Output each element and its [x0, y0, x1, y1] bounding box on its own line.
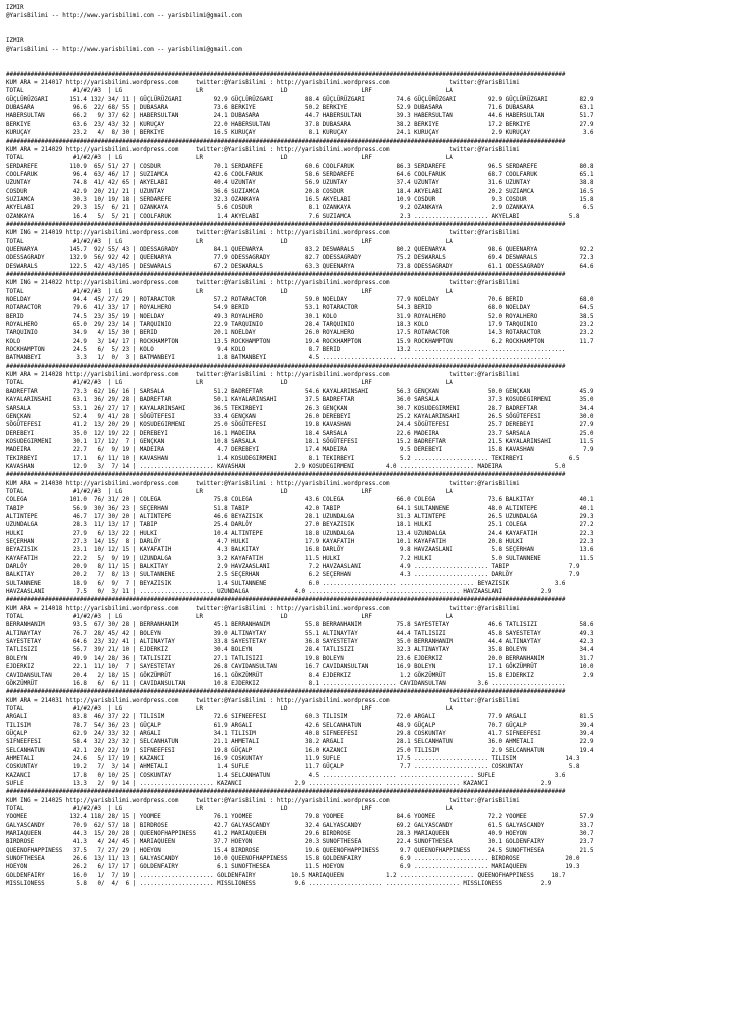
horse-row: EJDERKIZ 22.1 11/ 10/ 7 | SAYESTETAY 26.8 CAVIDANSULTAN 16.7 CAVIDANSULTAN 16.9 BOLEYN 17.1 GÖKZÜMRÜT 10.0 — [6, 664, 594, 671]
horse-row: HABERSULTAN 66.2 9/ 37/ 62 | HABERSULTAN 24.1 DUBASARA 44.7 HABERSULTAN 39.3 HABERSULTAN 44.6 HABERSULTAN 51.7 — [6, 113, 594, 120]
horse-row: BEYAZISIK 23.1 10/ 12/ 15 | KAYAFATIH 4.3 BALKITAY 16.8 DARLÖY 9.8 HAVZAASLANI 5.8 SEÇERHAN 13.6 — [6, 547, 594, 554]
race-header: KUM ING = 214019 http://yarisbilimi.wordpress.com twitter:@YarisBilimi : http://yarisbilimi.wordpress.com twitter:@YarisBilimi — [6, 230, 520, 237]
horse-row: ROCKHAMPTON 24.5 6/ 5/ 23 | KOLO 9.4 KOLO 8.7 BERID 13.2 ..................... ..................... — [6, 347, 566, 354]
race-header: KUM ARA = 214031 http://yarisbilimi.wordpress.com twitter:@YarisBilimi : http://yarisbilimi.wordpress.com twitter:@YarisBilimi — [6, 697, 520, 704]
contact-line: @YarisBilimi -- http://www.yarisbilimi.com -- yarisbilimi@gmail.com — [6, 46, 242, 53]
horse-row: DEREBEYI 35.0 12/ 19/ 22 | DEREBEYI 16.1 MADEIRA 18.4 SARSALA 22.6 MADEIRA 23.7 SARSALA 25.0 — [6, 430, 594, 437]
city-title: IZMIR — [6, 5, 24, 11]
horse-row: KAYALARINSAHI 63.1 36/ 29/ 28 | BADREFTAR 50.1 KAYALARINSAHI 37.5 BADREFTAR 36.0 SARSALA 37.3 KOSUDEGIRMENI 35.0 — [6, 397, 594, 404]
horse-row: KAZANCI 17.8 0/ 10/ 25 | COSKUNTAY 1.4 SELCANHATUN 4.5 ..................... ..................... SUFLE 3.6 — [6, 772, 566, 779]
horse-row: GOLDENFAIRY 16.0 1/ 7/ 19 | ..................... GOLDENFAIRY 10.5 MARIAQUEEN 1.2 ..................... QUEENOFHAPPINESS 18.7 — [6, 872, 566, 879]
city-title: IZMIR — [6, 38, 24, 45]
horse-row: HULKI 27.9 6/ 13/ 22 | HULKI 10.4 ALTINTEPE 18.8 UZUNDALGA 13.4 UZUNDALGA 24.4 KAYAFATIH 22.3 — [6, 530, 594, 537]
column-header: TOTAL #1/#2/#3 | LG LR LD LRF LA — [6, 88, 453, 95]
blank-line — [6, 21, 735, 29]
contact-line: @YarisBilimi -- http://www.yarisbilimi.com -- yarisbilimi@gmail.com — [6, 13, 242, 20]
horse-row: COLEGA 101.0 76/ 31/ 20 | COLEGA 75.8 COLEGA 43.6 COLEGA 66.0 COLEGA 73.6 BALKITAY 40.1 — [6, 497, 594, 504]
horse-row: AHMETALI 24.6 5/ 17/ 19 | KAZANCI 16.9 COSKUNTAY 11.9 SUFLE 17.5 ..................... TILISIM 14.3 — [6, 755, 580, 762]
horse-row: TATLISIZI 56.7 39/ 21/ 10 | EJDERKIZ 30.4 BOLEYN 28.4 TATLISIZI 32.3 ALTINAYTAY 35.8 BOLEYN 34.4 — [6, 647, 594, 654]
race-header: KUM ARA = 214028 http://yarisbilimi.wordpress.com twitter:@YarisBilimi : http://yarisbilimi.wordpress.com twitter:@YarisBilimi — [6, 372, 520, 379]
horse-row: BADREFTAR 73.3 62/ 16/ 16 | SARSALA 51.2 BADREFTAR 54.6 KAYALARINSAHI 56.3 GENÇKAN 50.0 GENÇKAN 45.9 — [6, 388, 594, 395]
separator-line: ############################################################################################################################################################### — [6, 363, 566, 370]
horse-row: ARGALI 83.8 46/ 37/ 22 | TILISIM 72.6 SIFNEEFESI 60.3 TILISIM 72.0 ARGALI 77.9 ARGALI 81.5 — [6, 714, 594, 721]
separator-line: ############################################################################################################################################################### — [6, 272, 566, 278]
horse-row: QUEENOFHAPPINESS 37.5 7/ 27/ 29 | HOEYON 15.4 BIRDROSE 19.6 QUEENOFHAPPINESS 9.7 QUEENOFHAPPINESS 24.5 SUNOFTHESEA 21.5 — [6, 847, 594, 854]
horse-row: TILISIM 78.7 54/ 36/ 23 | GÜÇALP 61.9 ARGALI 42.6 SELCANHATUN 48.9 GÜÇALP 70.7 GÜÇALP 39.4 — [6, 722, 594, 729]
horse-row: KURUÇAY 23.2 4/ 8/ 30 | BERKIYE 16.5 KURUÇAY 8.1 KURUÇAY 24.1 KURUÇAY 2.9 KURUÇAY 3.6 — [6, 130, 594, 137]
horse-row: BERKIYE 63.6 23/ 43/ 32 | KURUÇAY 22.0 HABERSULTAN 37.8 DUBASARA 38.2 BERKIYE 17.2 BERKIYE 27.9 — [6, 121, 594, 128]
horse-row: QUEENARYA 145.7 92/ 55/ 43 | ODESSAGRADY 84.1 QUEENARYA 83.2 DESWARALS 80.2 QUEENARYA 98.6 QUEENARYA 92.2 — [6, 246, 594, 253]
horse-row: SAYESTETAY 64.6 23/ 32/ 41 | ALTINAYTAY 33.8 SAYESTETAY 36.8 SAYESTETAY 35.0 BERRANHANIM 44.4 ALTINAYTAY 42.3 — [6, 639, 594, 646]
horse-row: MARIAQUEEN 44.3 15/ 20/ 28 | QUEENOFHAPPINESS 41.2 MARIAQUEEN 29.6 BIRDROSE 28.3 MARIAQUEEN 40.9 HOEYON 30.7 — [6, 831, 594, 838]
horse-row: GÜÇLÜRÜZGARI 151.4 132/ 34/ 11 | GÜÇLÜRÜZGARI 92.9 GÜÇLÜRÜZGARI 88.4 GÜÇLÜRÜZGARI 74.6 GÜÇLÜRÜZGARI 92.9 GÜÇLÜRÜZGARI 82.9 — [6, 96, 594, 103]
horse-row: HOEYON 26.2 6/ 17/ 17 | GOLDENFAIRY 6.1 SUNOFTHESEA 11.5 HOEYON 6.9 ..................... MARIAQUEEN 19.3 — [6, 864, 580, 871]
horse-row: KOLO 24.9 3/ 14/ 17 | ROCKHAMPTON 13.5 ROCKHAMPTON 19.4 ROCKHAMPTON 15.9 ROCKHAMPTON 6.2 ROCKHAMPTON 11.7 — [6, 338, 594, 345]
horse-row: GENÇKAN 52.4 9/ 41/ 28 | SÖGÜTEFESI 33.4 GENÇKAN 26.0 DEREBEYI 25.2 KAYALARINSAHI 26.5 SÖGÜTEFESI 30.0 — [6, 413, 594, 420]
horse-row: MADEIRA 22.7 6/ 9/ 19 | MADEIRA 4.7 DEREBEYI 17.4 MADEIRA 9.5 DEREBEYI 15.8 KAVASHAN 7.9 — [6, 447, 594, 454]
horse-row: AKYELABI 29.3 15/ 6/ 21 | OZANKAYA 5.6 COSDUR 8.1 OZANKAYA 9.2 OZANKAYA 2.9 OZANKAYA 6.5 — [6, 205, 594, 212]
separator-line: ############################################################################################################################################################### — [6, 789, 566, 796]
horse-row: SULTANNENE 18.9 6/ 9/ 7 | BEYAZISIK 1.4 SULTANNENE 6.0 ..................... ..................... BEYAZISIK 3.6 — [6, 580, 566, 587]
separator-line: ############################################################################################################################################################### — [6, 472, 566, 479]
horse-row: UZUNDALGA 28.3 11/ 13/ 17 | TABIP 25.4 DARLÖY 27.0 BEYAZISIK 18.1 HULKI 25.1 COLEGA 27.2 — [6, 522, 594, 529]
column-header: TOTAL #1/#2/#3 | LG LR LD LRF LA — [6, 806, 453, 812]
horse-row: NOELDAY 94.4 45/ 27/ 29 | ROTARACTOR 57.2 ROTARACTOR 59.0 NOELDAY 77.9 NOELDAY 70.6 BERID 68.0 — [6, 297, 594, 304]
horse-row: BATMANBEYI 3.3 1/ 0/ 3 | BATMANBEYI 1.8 BATMANBEYI 4.5 ..................... ..................... ..................... — [6, 355, 552, 362]
horse-row: KOSUDEGIRMENI 30.1 17/ 12/ 7 | GENÇKAN 10.8 SARSALA 18.1 SÖGÜTEFESI 15.2 BADREFTAR 21.5 KAYALARINSAHI 11.5 — [6, 438, 594, 445]
horse-row: UZUNTAY 74.8 41/ 42/ 65 | AKYELABI 40.4 UZUNTAY 56.9 UZUNTAY 37.4 UZUNTAY 31.6 UZUNTAY 38.8 — [6, 180, 594, 187]
horse-row: BERRANHANIM 93.5 67/ 30/ 28 | BERRANHANIM 45.1 BERRANHANIM 55.8 BERRANHANIM 75.8 SAYESTETAY 46.6 TATLISIZI 58.6 — [6, 622, 594, 629]
horse-row: SIFNEEFESI 58.4 32/ 23/ 32 | SELCANHATUN 21.1 AHMETALI 38.2 ARGALI 28.1 SELCANHATUN 36.0 AHMETALI 22.9 — [6, 739, 594, 746]
horse-row: SÖGÜTEFESI 41.2 13/ 20/ 29 | KOSUDEGIRMENI 25.0 SÖGÜTEFESI 19.8 KAVASHAN 24.4 SÖGÜTEFESI 25.7 DEREBEYI 27.9 — [6, 422, 594, 429]
column-header: TOTAL #1/#2/#3 | LG LR LD LRF LA — [6, 614, 453, 621]
horse-row: ALTINAYTAY 76.7 28/ 45/ 42 | BOLEYN 39.0 ALTINAYTAY 55.1 ALTINAYTAY 44.4 TATLISIZI 45.8 SAYESTETAY 49.3 — [6, 630, 594, 637]
horse-row: GÜÇALP 62.9 24/ 33/ 32 | ARGALI 34.1 TILISIM 40.8 SIFNEEFESI 29.8 COSKUNTAY 41.7 SIFNEEFESI 39.4 — [6, 730, 594, 737]
horse-row: SELCANHATUN 42.1 20/ 22/ 19 | SIFNEEFESI 19.8 GÜÇALP 16.0 KAZANCI 25.0 TILISIM 2.9 SELCANHATUN 19.4 — [6, 747, 594, 754]
column-header: TOTAL #1/#2/#3 | LG LR LD LRF LA — [6, 288, 453, 295]
race-header: KUM ARA = 214018 http://yarisbilimi.wordpress.com twitter:@YarisBilimi : http://yarisbilimi.wordpress.com twitter:@YarisBilimi — [6, 605, 520, 612]
horse-row: OZANKAYA 16.4 5/ 5/ 21 | COOLFARUK 1.4 AKYELABI 7.6 SUZIAMCA 2.3 ..................... AKYELABI 5.8 — [6, 213, 580, 220]
horse-row: DESWARALS 122.5 42/ 43/105 | DESWARALS 67.2 DESWARALS 63.3 QUEENARYA 73.8 ODESSAGRADY 61.1 ODESSAGRADY 64.6 — [6, 263, 594, 270]
horse-row: BERID 74.5 23/ 35/ 19 | NOELDAY 49.3 ROYALHERO 30.1 KOLO 31.9 ROYALHERO 52.0 ROYALHERO 38.5 — [6, 313, 594, 320]
horse-row: SEÇERHAN 27.3 14/ 15/ 8 | DARLÖY 4.7 HULKI 17.9 KAYAFATIH 10.1 KAYAFATIH 20.8 HULKI 22.3 — [6, 539, 594, 545]
horse-row: COOLFARUK 96.4 63/ 46/ 17 | SUZIAMCA 42.6 COOLFARUK 58.6 SERDAREFE 64.6 COOLFARUK 68.7 COOLFARUK 65.1 — [6, 171, 594, 178]
blank-line — [6, 29, 735, 37]
column-header: TOTAL #1/#2/#3 | LG LR LD LRF LA — [6, 705, 453, 712]
column-header: TOTAL #1/#2/#3 | LG LR LD LRF LA — [6, 155, 453, 162]
horse-row: COSKUNTAY 19.2 7/ 3/ 14 | AHMETALI 1.4 SUFLE 11.7 GÜÇALP 7.7 ..................... COSKUNTAY 5.8 — [6, 764, 580, 771]
race-header: KUM ING = 214025 http://yarisbilimi.wordpress.com twitter:@YarisBilimi : http://yarisbilimi.wordpress.com twitter:@YarisBilimi — [6, 797, 520, 804]
horse-row: SARSALA 53.1 26/ 27/ 17 | KAYALARINSAHI 36.5 TEKIRBEYI 26.3 GENÇKAN 30.7 KOSUDEGIRMENI 28.7 BADREFTAR 34.4 — [6, 405, 594, 412]
separator-line: ############################################################################################################################################################### — [6, 138, 566, 145]
horse-row: BIRDROSE 41.3 4/ 24/ 45 | MARIAQUEEN 37.7 HOEYON 20.3 SUNOFTHESEA 22.4 SUNOFTHESEA 30.1 GOLDENFAIRY 23.7 — [6, 839, 594, 846]
horse-row: DARLÖY 20.9 8/ 11/ 15 | BALKITAY 2.9 HAVZAASLANI 7.2 HAVZAASLANI 4.9 ..................... TABIP 7.9 — [6, 564, 580, 571]
horse-row: ROTARACTOR 79.6 41/ 33/ 17 | ROYALHERO 54.9 BERID 53.1 ROTARACTOR 54.3 BERID 68.0 NOELDAY 64.5 — [6, 305, 594, 312]
column-header: TOTAL #1/#2/#3 | LG LR LD LRF LA — [6, 238, 453, 245]
horse-row: DUBASARA 96.6 22/ 68/ 55 | DUBASARA 73.6 BERKIYE 50.2 BERKIYE 52.9 DUBASARA 71.6 DUBASARA 63.1 — [6, 105, 594, 112]
horse-row: BOLEYN 49.9 14/ 28/ 36 | TATLISIZI 27.1 TATLISIZI 19.8 BOLEYN 23.6 EJDERKIZ 20.0 BERRANHANIM 31.7 — [6, 655, 594, 662]
separator-line: ############################################################################################################################################################### — [6, 689, 566, 696]
column-header: TOTAL #1/#2/#3 | LG LR LD LRF LA — [6, 380, 453, 387]
separator-line: ############################################################################################################################################################### — [6, 221, 566, 228]
horse-row: SUNOFTHESEA 26.6 13/ 11/ 13 | GALYASCANDY 10.0 QUEENOFHAPPINESS 15.8 GOLDENFAIRY 6.9 ..................... BIRDROSE 20.0 — [6, 856, 580, 863]
horse-row: BALKITAY 20.2 7/ 8/ 13 | SULTANNENE 2.5 SEÇERHAN 6.2 SEÇERHAN 4.3 ..................... DARLÖY 7.9 — [6, 572, 580, 579]
horse-row: YOOMEE 132.4 118/ 28/ 15 | YOOMEE 76.1 YOOMEE 79.8 YOOMEE 84.6 YOOMEE 72.2 YOOMEE 57.9 — [6, 814, 594, 821]
race-header: KUM ING = 214022 http://yarisbilimi.wordpress.com twitter:@YarisBilimi : http://yarisbilimi.wordpress.com twitter:@YarisBilimi — [6, 280, 520, 287]
horse-row: GALYASCANDY 70.9 62/ 57/ 18 | BIRDROSE 42.7 GALYASCANDY 32.4 GALYASCANDY 69.2 GALYASCANDY 61.5 GALYASCANDY 33.7 — [6, 822, 594, 829]
horse-row: SUFLE 13.3 2/ 9/ 14 | ..................... KAZANCI 2.9 ..................... ..................... KAZANCI 2.9 — [6, 780, 552, 787]
horse-row: HAVZAASLANI 7.5 0/ 3/ 11 | ..................... UZUNDALGA 4.0 ..................... ..................... HAVZAASLANI 2.9 — [6, 589, 552, 596]
horse-row: TEKIRBEYI 17.1 6/ 11/ 10 | KAVASHAN 1.4 KOSUDEGIRMENI 8.1 TEKIRBEYI 5.2 ..................... TEKIRBEYI 6.5 — [6, 455, 580, 462]
horse-row: GÖKZÜMRÜT 16.8 6/ 6/ 11 | CAVIDANSULTAN 10.8 EJDERKIZ 8.1 ..................... CAVIDANSULTAN 3.6 ..................... — [6, 680, 566, 687]
separator-line: ############################################################################################################################################################### — [6, 71, 566, 78]
race-header: KUM ARA = 214029 http://yarisbilimi.wordpress.com twitter:@YarisBilimi : http://yarisbilimi.wordpress.com twitter:@YarisBilimi — [6, 146, 520, 153]
blank-line — [6, 62, 735, 70]
horse-row: ALTINTEPE 46.7 17/ 30/ 20 | ALTINTEPE 46.6 BEYAZISIK 28.1 UZUNDALGA 31.3 ALTINTEPE 26.5 UZUNDALGA 29.3 — [6, 513, 594, 520]
horse-row: TARQUINIO 34.9 4/ 15/ 30 | BERID 20.1 NOELDAY 26.0 ROYALHERO 17.5 ROTARACTOR 14.3 ROTARACTOR 23.2 — [6, 330, 594, 337]
horse-row: SERDAREFE 110.9 65/ 51/ 27 | COSDUR 70.1 SERDAREFE 60.6 COOLFARUK 86.3 SERDAREFE 96.5 SERDAREFE 80.8 — [6, 163, 594, 170]
column-header: TOTAL #1/#2/#3 | LG LR LD LRF LA — [6, 488, 453, 495]
horse-row: SUZIAMCA 30.3 10/ 19/ 18 | SERDAREFE 32.3 OZANKAYA 16.5 AKYELABI 10.9 COSDUR 9.3 COSDUR 15.8 — [6, 196, 594, 203]
horse-row: ODESSAGRADY 132.9 56/ 92/ 42 | QUEENARYA 77.9 ODESSAGRADY 82.7 ODESSAGRADY 75.2 DESWARALS 69.4 DESWARALS 72.3 — [6, 255, 594, 262]
horse-row: COSDUR 42.9 20/ 21/ 21 | UZUNTAY 36.6 SUZIAMCA 20.8 COSDUR 18.4 AKYELABI 20.2 SUZIAMCA 16.5 — [6, 188, 594, 195]
separator-line: ############################################################################################################################################################### — [6, 597, 566, 604]
race-header: KUM ARA = 214030 http://yarisbilimi.wordpress.com twitter:@YarisBilimi : http://yarisbilimi.wordpress.com twitter:@YarisBilimi — [6, 480, 520, 487]
horse-row: MISSLIONESS 5.8 0/ 4/ 6 | ..................... MISSLIONESS 9.6 ..................... ..................... MISSLIONESS 2.9 — [6, 881, 552, 888]
horse-row: CAVIDANSULTAN 20.4 2/ 18/ 15 | GÖKZÜMRÜT 16.1 GÖKZÜMRÜT 8.4 EJDERKIZ 1.2 GÖKZÜMRÜT 15.8 EJDERKIZ 2.9 — [6, 672, 594, 679]
blank-line — [6, 54, 735, 62]
horse-row: TABIP 56.9 30/ 36/ 23 | SEÇERHAN 51.8 TABIP 42.0 TABIP 64.1 SULTANNENE 48.0 ALTINTEPE 40.1 — [6, 505, 594, 512]
horse-row: KAVASHAN 12.9 3/ 7/ 14 | ..................... KAVASHAN 2.9 KOSUDEGIRMENI 4.0 ..................... MADEIRA 5.0 — [6, 463, 566, 470]
horse-row: KAYAFATIH 22.2 5/ 9/ 19 | UZUNDALGA 3.2 KAYAFATIH 11.5 HULKI 7.2 HULKI 5.0 SULTANNENE 11.5 — [6, 555, 594, 562]
race-header: KUM ARA = 214017 http://yarisbilimi.wordpress.com twitter:@YarisBilimi : http://yarisbilimi.wordpress.com twitter:@YarisBilimi — [6, 80, 520, 87]
horse-row: ROYALHERO 65.0 29/ 23/ 14 | TARQUINIO 22.9 TARQUINIO 28.4 TARQUINIO 18.3 KOLO 17.9 TARQUINIO 23.2 — [6, 322, 594, 329]
